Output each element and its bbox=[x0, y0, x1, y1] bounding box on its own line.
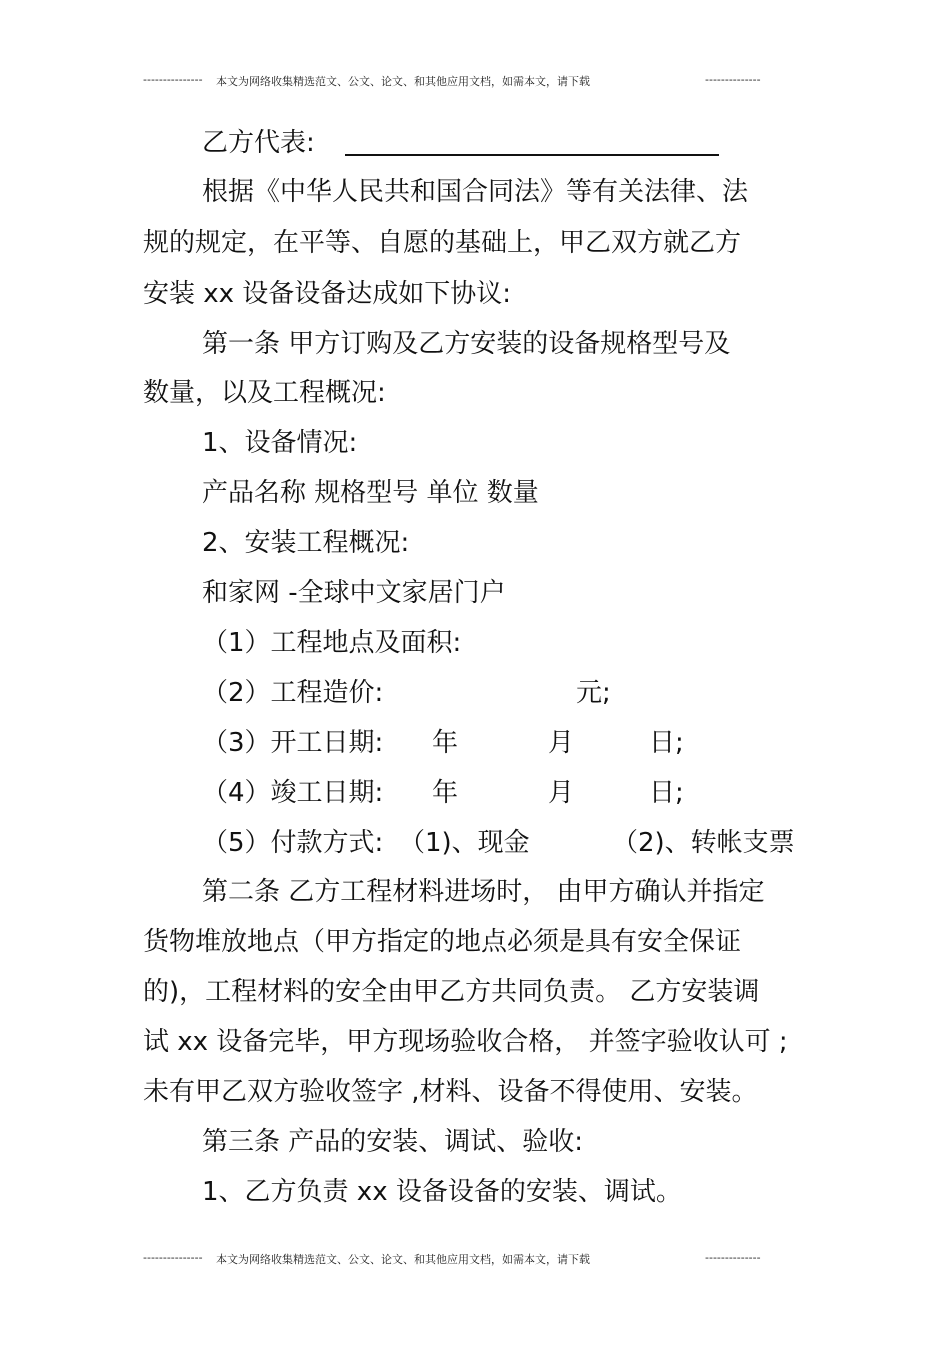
header-dash-right: -------------- bbox=[705, 73, 761, 86]
rep-label: 乙方代表: bbox=[202, 128, 315, 158]
article3-line1: 第三条 产品的安装、调试、验收: bbox=[202, 1127, 584, 1157]
sub4-label: （4）竣工日期: bbox=[202, 778, 384, 808]
article2-line5: 未有甲乙双方验收签字 ,材料、设备不得使用、安装。 bbox=[143, 1077, 758, 1107]
article2-line3: 的)，工程材料的安全由甲乙方共同负责。 乙方安装调 bbox=[143, 977, 760, 1007]
sub4-year: 年 bbox=[432, 778, 459, 808]
para1-line3: 安装 xx 设备设备达成如下协议: bbox=[143, 279, 512, 309]
sub5-label: （5）付款方式: bbox=[202, 828, 384, 858]
article1-line1: 第一条 甲方订购及乙方安装的设备规格型号及 bbox=[202, 329, 731, 359]
sub5-option-cash: （1)、现金 bbox=[399, 828, 530, 858]
para1-line1: 根据《中华人民共和国合同法》等有关法律、法 bbox=[202, 177, 749, 207]
article2-line2: 货物堆放地点（甲方指定的地点必须是具有安全保证 bbox=[143, 927, 742, 957]
header-text: 本文为网络收集精选范文、公文、论文、和其他应用文档，如需本文，请下载 bbox=[216, 75, 590, 88]
article2-line4: 试 xx 设备完毕，甲方现场验收合格， 并签字验收认可 ; bbox=[143, 1027, 788, 1057]
sub4-month: 月 bbox=[548, 778, 575, 808]
sub1-location: （1）工程地点及面积: bbox=[202, 628, 462, 658]
sub4-day: 日; bbox=[649, 778, 684, 808]
header-dash-left: --------------- bbox=[143, 73, 203, 86]
item1-equipment: 1、设备情况: bbox=[202, 428, 358, 458]
article1-line2: 数量，以及工程概况: bbox=[143, 378, 386, 408]
sub2-unit: 元; bbox=[576, 678, 611, 708]
footer-dash-left: --------------- bbox=[143, 1251, 203, 1264]
product-table-header: 产品名称 规格型号 单位 数量 bbox=[202, 478, 539, 508]
sub5-payment bbox=[202, 827, 812, 859]
sub5-option-transfer: （2)、转帐支票 bbox=[612, 828, 795, 858]
sub4-end-date bbox=[202, 777, 702, 809]
sub3-label: （3）开工日期: bbox=[202, 728, 384, 758]
sub3-day: 日; bbox=[649, 728, 684, 758]
page-header bbox=[0, 73, 950, 95]
rep-signature-blank bbox=[345, 154, 719, 156]
para1-line2: 规的规定，在平等、自愿的基础上，甲乙双方就乙方 bbox=[143, 228, 742, 258]
article2-line1: 第二条 乙方工程材料进场时， 由甲方确认并指定 bbox=[202, 877, 765, 907]
sub3-start-date bbox=[202, 727, 702, 759]
sub2-label: （2）工程造价: bbox=[202, 678, 384, 708]
footer-text: 本文为网络收集精选范文、公文、论文、和其他应用文档，如需本文，请下载 bbox=[216, 1253, 590, 1266]
site-note: 和家网 -全球中文家居门户 bbox=[202, 578, 506, 608]
sub3-month: 月 bbox=[548, 728, 575, 758]
item2-project-overview: 2、安装工程概况: bbox=[202, 528, 410, 558]
footer-dash-right: -------------- bbox=[705, 1251, 761, 1264]
sub2-cost bbox=[202, 677, 622, 709]
article3-item1: 1、乙方负责 xx 设备设备的安装、调试。 bbox=[202, 1177, 682, 1207]
sub3-year: 年 bbox=[432, 728, 459, 758]
page-footer bbox=[0, 1251, 950, 1273]
